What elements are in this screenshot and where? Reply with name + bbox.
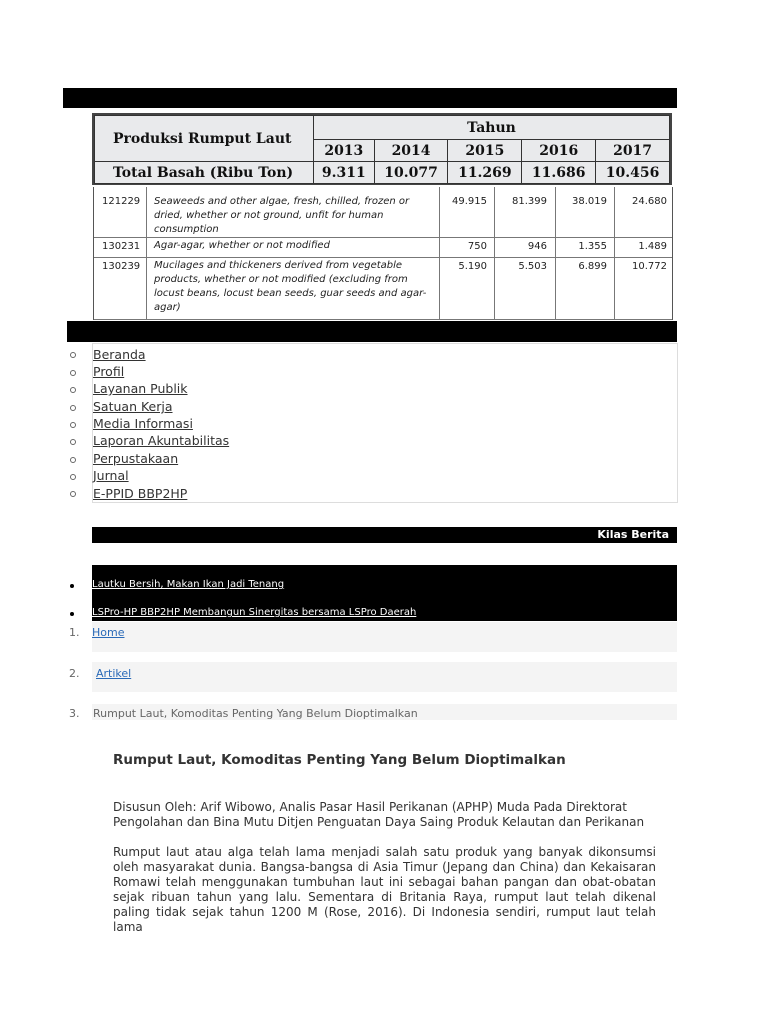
nav-item-jurnal[interactable]: Jurnal [93, 468, 129, 483]
hs-code: 121229 [102, 196, 141, 207]
product-desc: Seaweeds and other algae, fresh, chilled, frozen or dried, whether or not ground, unfit for human consumption [154, 196, 410, 235]
nav-item-profil[interactable]: Profil [93, 364, 125, 379]
kilas-berita-header: Kilas Berita [92, 527, 677, 543]
year-cell: 2013 [314, 140, 375, 162]
table-col-group: Tahun [314, 116, 670, 140]
year-cell: 2015 [448, 140, 522, 162]
author-line: Pengolahan dan Bina Mutu Ditjen Penguatan Daya Saing Produk Kelautan dan Perikanan [113, 815, 645, 829]
value-cell: 10.772 [632, 261, 667, 272]
news-link[interactable]: LSPro-HP BBP2HP Membangun Sinergitas bersama LSPro Daerah [92, 607, 417, 618]
list-marker [70, 387, 76, 393]
nav-item-perpustakaan[interactable]: Perpustakaan [93, 451, 179, 466]
breadcrumb-number: 1. [69, 626, 80, 639]
breadcrumb-home-link[interactable]: Home [92, 626, 125, 639]
value-cell: 750 [467, 241, 487, 252]
article-title: Rumput Laut, Komoditas Penting Yang Belum Dioptimalkan [113, 752, 566, 768]
list-marker [70, 474, 76, 480]
breadcrumb-current: Rumput Laut, Komoditas Penting Yang Belum Dioptimalkan [93, 707, 418, 720]
value-cell: 81.399 [512, 196, 547, 207]
list-marker [70, 352, 76, 358]
production-table-image [92, 113, 672, 185]
list-marker [70, 491, 76, 497]
value-cell: 6.899 [578, 261, 607, 272]
product-desc: Mucilages and thickeners derived from vegetable products, whether or not modified (excluding from locust beans, locust bean seeds, guar seeds and agar-agar) [154, 260, 427, 313]
breadcrumb-number: 3. [69, 707, 80, 720]
bullet [70, 100, 74, 104]
value-cell: 10.456 [596, 162, 670, 184]
table-row-label: Total Basah (Ribu Ton) [95, 162, 314, 184]
article-author [113, 800, 656, 830]
value-cell: 10.077 [374, 162, 448, 184]
value-cell: 946 [527, 241, 547, 252]
product-desc: Agar-agar, whether or not modified [154, 240, 330, 251]
hs-code: 130239 [102, 261, 141, 272]
breadcrumb-artikel-link[interactable]: Artikel [96, 667, 132, 680]
header-bar [63, 88, 677, 108]
year-cell: 2016 [522, 140, 596, 162]
value-cell: 9.311 [314, 162, 375, 184]
nav-item-beranda[interactable]: Beranda [93, 347, 146, 362]
bullet [70, 612, 74, 616]
value-cell: 24.680 [632, 196, 667, 207]
nav-item-layanan-publik[interactable]: Layanan Publik [93, 381, 188, 396]
value-cell: 38.019 [572, 196, 607, 207]
value-cell: 11.269 [448, 162, 522, 184]
breadcrumb-item [92, 662, 677, 692]
value-cell: 11.686 [522, 162, 596, 184]
value-cell: 1.355 [578, 241, 607, 252]
value-cell: 1.489 [638, 241, 667, 252]
value-cell: 5.503 [518, 261, 547, 272]
menu-bar [67, 321, 677, 342]
value-cell: 5.190 [458, 261, 487, 272]
year-cell: 2017 [596, 140, 670, 162]
nav-item-laporan-akuntabilitas[interactable]: Laporan Akuntabilitas [93, 433, 230, 448]
list-marker [70, 457, 76, 463]
list-marker [70, 439, 76, 445]
list-marker [70, 405, 76, 411]
breadcrumb-item [92, 622, 677, 652]
list-marker [70, 370, 76, 376]
news-link[interactable]: Lautku Bersih, Makan Ikan Jadi Tenang [92, 579, 285, 590]
value-cell: 49.915 [452, 196, 487, 207]
article-body: Rumput laut atau alga telah lama menjadi salah satu produk yang banyak dikonsumsi oleh masyarakat dunia. Bangsa-bangsa di Asia Timur (Jepang dan China) dan Kekaisaran Romawi telah menggunakan tumbuhan laut ini sebagai bahan pangan dan obat-obatan sejak ribuan tahun yang lalu. Sementara di Britania Raya, rumput laut telah dikenal paling tidak sejak tahun 1200 M (Rose, 2016). Di Indonesia sendiri, rumput laut telah lama [113, 845, 656, 934]
list-marker [70, 422, 76, 428]
breadcrumb-number: 2. [69, 667, 80, 680]
bullet [70, 584, 74, 588]
trade-table-image [93, 187, 673, 320]
author-line: Disusun Oleh: Arif Wibowo, Analis Pasar Hasil Perikanan (APHP) Muda Pada Direktorat [113, 800, 627, 814]
table-row-header: Produksi Rumput Laut [95, 116, 314, 162]
nav-item-satuan-kerja[interactable]: Satuan Kerja [93, 399, 173, 414]
nav-item-media-informasi[interactable]: Media Informasi [93, 416, 193, 431]
year-cell: 2014 [374, 140, 448, 162]
nav-item-e-ppid[interactable]: E-PPID BBP2HP [93, 486, 188, 501]
hs-code: 130231 [102, 241, 141, 252]
